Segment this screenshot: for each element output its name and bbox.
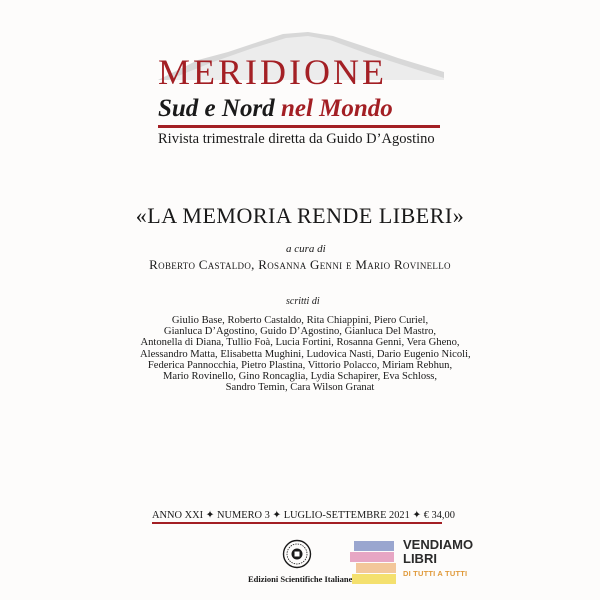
- authors-line: Alessandro Matta, Elisabetta Mughini, Ludovica Nasti, Dario Eugenio Nicoli,: [140, 348, 471, 360]
- seller-line1: VENDIAMO: [403, 537, 474, 552]
- book-stack-icon: [350, 537, 400, 587]
- issue-info: ANNO XXI ✦ NUMERO 3 ✦ LUGLIO-SETTEMBRE 2021 ✦ € 34,00: [152, 510, 455, 521]
- subtitle-nel-mondo: nel Mondo: [280, 95, 393, 122]
- publisher-seal-icon: [282, 539, 312, 569]
- editors: Roberto Castaldo, Rosanna Genni e Mario Rovinello: [149, 257, 451, 272]
- seller-logo: [403, 538, 473, 581]
- writings-by-label: scritti di: [286, 296, 320, 307]
- curated-by-label: a cura di: [286, 243, 326, 255]
- issue-rule: [152, 522, 442, 524]
- issue-title: «LA MEMORIA RENDE LIBERI»: [135, 203, 465, 228]
- authors-list: [140, 315, 471, 394]
- subtitle-sud-nord: Sud e Nord: [158, 95, 275, 122]
- publisher-name: Edizioni Scientifiche Italiane: [248, 574, 353, 584]
- authors-line: Sandro Temin, Cara Wilson Granat: [225, 382, 375, 394]
- magazine-title: MERIDIONE: [158, 52, 387, 92]
- seller-tagline: DI TUTTI A TUTTI: [403, 569, 468, 578]
- authors-line: Federica Pannocchia, Pietro Plastina, Vittorio Polacco, Miriam Rebhun,: [147, 359, 453, 371]
- authors-line: Mario Rovinello, Gino Roncaglia, Lydia Schapirer, Eva Schloss,: [162, 371, 438, 383]
- authors-line: Gianluca D’Agostino, Guido D’Agostino, Gianluca Del Mastro,: [163, 326, 437, 338]
- masthead-rule: [158, 125, 440, 128]
- authors-line: Giulio Base, Roberto Castaldo, Rita Chiappini, Piero Curiel,: [171, 315, 429, 326]
- magazine-subtitle: [158, 96, 393, 121]
- magazine-tagline: Rivista trimestrale diretta da Guido D’Agostino: [158, 131, 435, 147]
- authors-line: Antonella di Diana, Tullio Foà, Lucia Fortini, Rosanna Genni, Vera Gheno,: [140, 337, 460, 349]
- seller-line2: LIBRI: [403, 551, 437, 566]
